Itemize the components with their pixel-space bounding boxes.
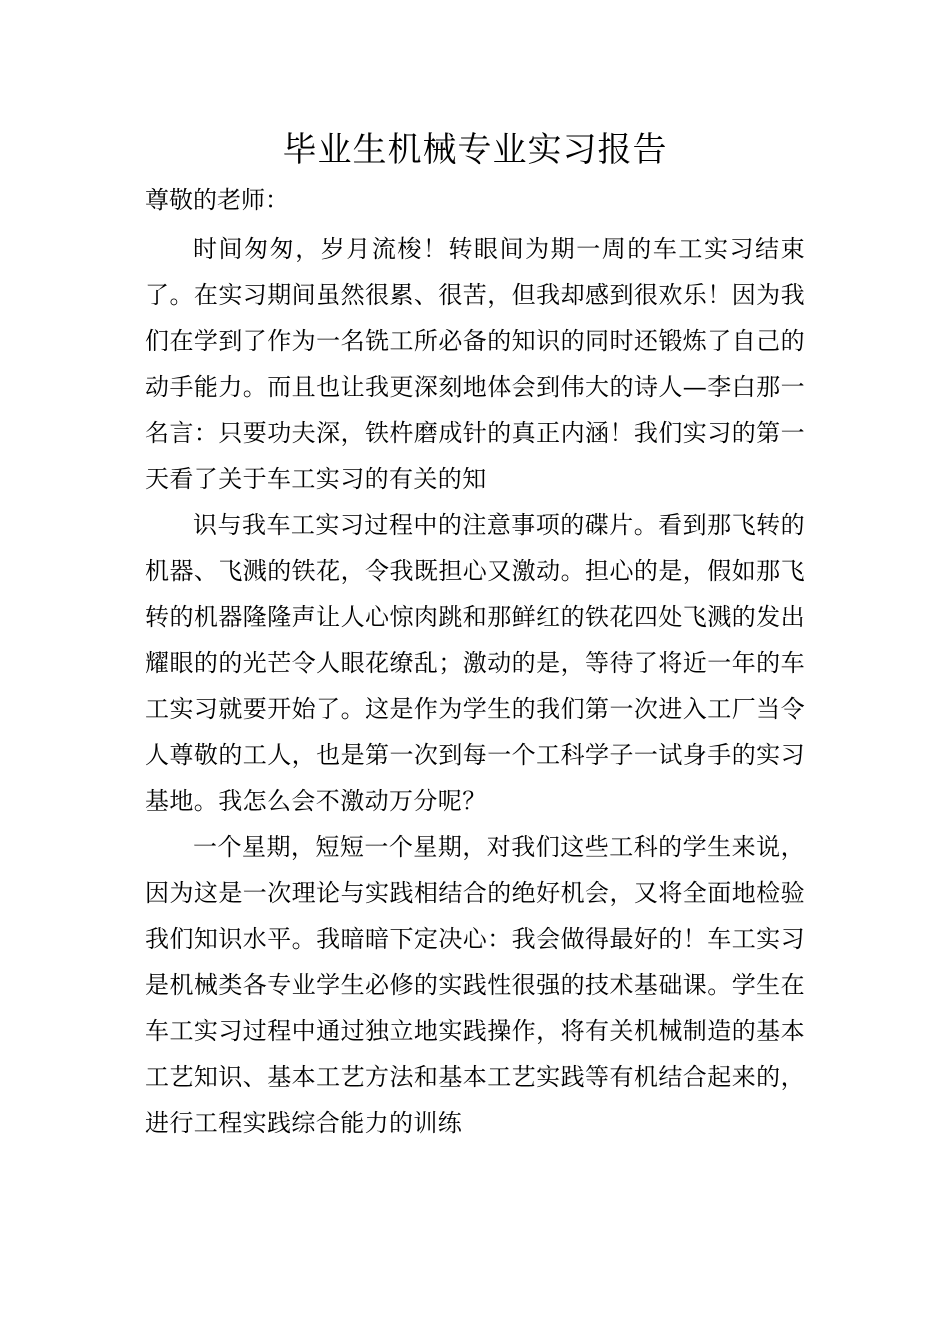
paragraph-1: 时间匆匆，岁月流梭！转眼间为期一周的车工实习结束了。在实习期间虽然很累、很苦，但我却感到很欢乐！因为我们在学到了作为一名铣工所必备的知识的同时还锻炼了自己的动手能力。而且也让我更深刻地体会到伟大的诗人—李白那一名言：只要功夫深，铁杵磨成针的真正内涵！我们实习的第一天看了关于车工实习的有关的知 <box>145 235 805 493</box>
paragraph-3: 一个星期，短短一个星期，对我们这些工科的学生来说，因为这是一次理论与实践相结合的绝好机会，又将全面地检验我们知识水平。我暗暗下定决心：我会做得最好的！车工实习是机械类各专业学生必修的实践性很强的技术基础课。学生在车工实习过程中通过独立地实践操作，将有关机械制造的基本工艺知识、基本工艺方法和基本工艺实践等有机结合起来的，进行工程实践综合能力的训练 <box>145 833 805 1137</box>
paragraph-2: 识与我车工实习过程中的注意事项的碟片。看到那飞转的机器、飞溅的铁花，令我既担心又激动。担心的是，假如那飞转的机器隆隆声让人心惊肉跳和那鲜红的铁花四处飞溅的发出耀眼的的光芒令人眼花缭乱；激动的是，等待了将近一年的车工实习就要开始了。这是作为学生的我们第一次进入工厂当令人尊敬的工人，也是第一次到每一个工科学子一试身手的实习基地。我怎么会不激动万分呢？ <box>145 511 805 815</box>
document-body <box>145 226 805 1146</box>
salutation: 尊敬的老师： <box>145 186 289 214</box>
document-title: 毕业生机械专业实习报告 <box>282 130 668 170</box>
